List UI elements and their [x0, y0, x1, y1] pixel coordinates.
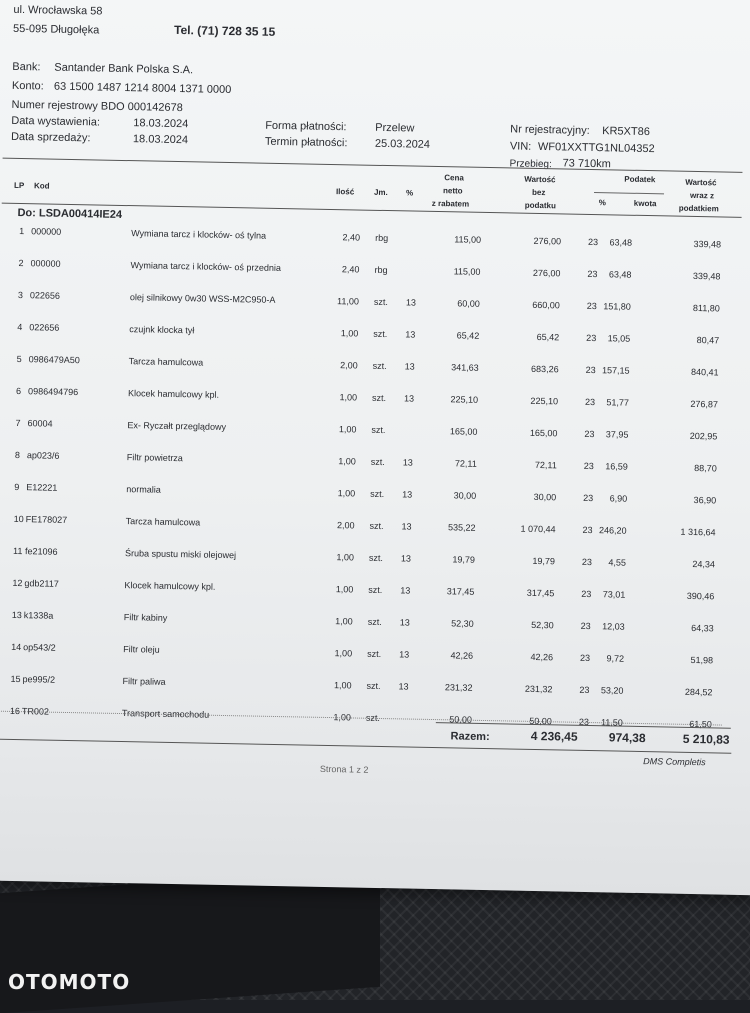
- cell-kwota: 15,05: [607, 333, 631, 344]
- cell-ilosc: 1,00: [338, 456, 356, 467]
- cell-kwota: 16,59: [605, 461, 628, 472]
- col-cena-1: Cena: [444, 173, 464, 183]
- cell-brutto: 339,48: [692, 270, 721, 282]
- cell-lp: 15: [10, 673, 21, 685]
- cell-kod: fe21096: [24, 546, 58, 557]
- cell-nazwa: czujnk klocka tył: [129, 324, 195, 336]
- cell-lp: 16: [9, 705, 21, 717]
- cell-kod: E12221: [26, 482, 58, 493]
- cell-ilosc: 11,00: [336, 296, 359, 307]
- cell-brutto: 840,41: [690, 366, 719, 378]
- cell-nazwa: Filtr kabiny: [123, 612, 168, 623]
- group-label: Do: LSDA00414IE24: [17, 206, 123, 221]
- cell-cena: 231,32: [444, 682, 473, 693]
- cell-netto: 1 070,44: [520, 523, 556, 535]
- cell-kod: k1338a: [23, 610, 54, 621]
- table-row: [0, 481, 750, 516]
- cell-rabat: 13: [405, 329, 416, 340]
- col-cena-3: z rabatem: [431, 198, 470, 209]
- cell-ilosc: 1,00: [335, 584, 354, 595]
- bdo-number: Numer rejestrowy BDO 000142678: [11, 98, 183, 115]
- col-netto-3: podatku: [524, 200, 556, 211]
- cell-vat: 23: [581, 588, 592, 600]
- cell-kod: pe995/2: [22, 674, 56, 685]
- cell-rabat: 13: [402, 489, 413, 500]
- cell-cena: 42,26: [450, 650, 474, 661]
- cell-jm: szt.: [371, 392, 387, 404]
- cell-rabat: 13: [404, 361, 415, 372]
- podatek-divider: [594, 192, 664, 194]
- cell-brutto: 811,80: [692, 302, 720, 314]
- col-brutto-2: wraz z: [689, 190, 715, 201]
- cell-brutto: 80,47: [696, 335, 720, 346]
- cell-brutto: 276,87: [690, 398, 719, 410]
- sale-date-label: Data sprzedaży:: [10, 130, 91, 145]
- cell-lp: 10: [13, 513, 24, 525]
- cell-lp: 3: [17, 289, 24, 301]
- bank-label: Bank:: [12, 60, 41, 74]
- cell-lp: 8: [14, 449, 21, 461]
- cell-nazwa: Wymiana tarcz i klocków- oś tylna: [131, 228, 267, 241]
- cell-jm: szt.: [370, 488, 385, 500]
- seller-phone: Tel. (71) 728 35 15: [173, 22, 276, 39]
- cell-netto: 52,30: [531, 619, 554, 631]
- totals-vat: 974,38: [608, 730, 646, 746]
- cell-cena: 341,63: [451, 362, 479, 373]
- table-row: [0, 449, 750, 484]
- cell-ilosc: 1,00: [335, 616, 353, 627]
- cell-kwota: 9,72: [606, 653, 625, 664]
- cell-kod: 022656: [29, 322, 60, 333]
- table-row: [0, 577, 748, 612]
- cell-jm: szt.: [367, 648, 382, 660]
- cell-rabat: 13: [400, 553, 412, 564]
- cell-lp: 11: [12, 545, 23, 557]
- cell-netto: 317,45: [526, 587, 555, 599]
- col-brutto-3: podatkiem: [678, 203, 719, 214]
- cell-netto: 50,00: [529, 715, 552, 727]
- issue-date-label: Data wystawienia:: [11, 114, 101, 129]
- col-jm: Jm.: [373, 187, 388, 198]
- col-podatek-kwota: kwota: [633, 198, 657, 209]
- cell-netto: 276,00: [533, 235, 562, 247]
- cell-nazwa: normalia: [126, 484, 161, 495]
- table-row: [0, 609, 748, 644]
- cell-brutto: 88,70: [694, 462, 717, 474]
- cell-ilosc: 1,00: [333, 712, 352, 723]
- cell-ilosc: 2,40: [342, 232, 361, 243]
- cell-brutto: 64,33: [691, 622, 714, 634]
- cell-jm: rbg: [375, 232, 389, 244]
- registration-label: Nr rejestracyjny:: [510, 123, 590, 137]
- cell-nazwa: olej silnikowy 0w30 WSS-M2C950-A: [129, 292, 276, 305]
- mileage: 73 710km: [562, 157, 612, 171]
- cell-vat: 23: [580, 652, 591, 664]
- cell-netto: 42,26: [530, 651, 554, 663]
- cell-nazwa: Śruba spustu miski olejowej: [124, 548, 237, 561]
- cell-ilosc: 1,00: [339, 392, 358, 403]
- cell-jm: szt.: [370, 456, 385, 468]
- cell-netto: 660,00: [532, 299, 560, 311]
- cell-cena: 535,22: [447, 522, 476, 533]
- cell-nazwa: Wymiana tarcz i klocków- oś przednia: [130, 260, 282, 274]
- table-row: [0, 225, 750, 260]
- cell-jm: szt.: [369, 520, 384, 532]
- cell-kwota: 151,80: [603, 301, 631, 312]
- table-row: [0, 257, 750, 292]
- cell-ilosc: 1,00: [334, 648, 353, 659]
- cell-lp: 4: [17, 321, 23, 333]
- issue-date: 18.03.2024: [133, 117, 189, 131]
- cell-nazwa: Ex- Ryczałt przeglądowy: [127, 420, 227, 432]
- cell-vat: 23: [584, 428, 595, 440]
- cell-vat: 23: [579, 684, 590, 696]
- bank-value: Santander Bank Polska S.A.: [54, 61, 194, 77]
- cell-vat: 23: [587, 268, 598, 280]
- cell-jm: rbg: [374, 264, 388, 276]
- cell-vat: 23: [578, 716, 589, 728]
- cell-kwota: 4,55: [608, 557, 627, 568]
- cell-nazwa: Filtr paliwa: [122, 676, 166, 687]
- cell-cena: 30,00: [453, 490, 477, 501]
- cell-kod: 0986479A50: [28, 354, 80, 366]
- cell-kwota: 63,48: [608, 269, 632, 280]
- cell-kwota: 12,03: [602, 621, 625, 632]
- cell-kwota: 51,77: [606, 397, 630, 408]
- cell-netto: 30,00: [533, 491, 557, 503]
- cell-kod: gdb2117: [24, 578, 59, 589]
- cell-kwota: 73,01: [602, 589, 626, 600]
- payment-due-label: Termin płatności:: [264, 135, 348, 150]
- cell-netto: 65,42: [536, 331, 560, 343]
- col-kod: Kod: [33, 181, 50, 191]
- cell-cena: 115,00: [454, 234, 482, 245]
- cell-lp: 6: [16, 385, 22, 397]
- cell-jm: szt.: [371, 424, 386, 436]
- cell-kod: 000000: [31, 226, 62, 237]
- col-ilosc: Ilość: [335, 187, 355, 197]
- seller-address-line2: 55-095 Długołęka: [12, 22, 100, 37]
- cell-vat: 23: [584, 396, 596, 408]
- cell-ilosc: 1,00: [337, 488, 356, 499]
- vin: WF01XXTTG1NL04352: [537, 140, 655, 156]
- totals-label: Razem:: [450, 730, 490, 744]
- cell-jm: szt.: [368, 584, 383, 596]
- cell-kod: FE178027: [25, 514, 68, 525]
- payment-due: 25.03.2024: [374, 137, 431, 151]
- cell-nazwa: Tarcza hamulcowa: [125, 516, 201, 528]
- cell-vat: 23: [586, 300, 597, 312]
- cell-jm: szt.: [373, 328, 388, 340]
- cell-netto: 225,10: [530, 395, 559, 407]
- col-podatek: Podatek: [624, 174, 656, 185]
- table-row: [0, 385, 750, 420]
- cell-lp: 1: [19, 225, 25, 237]
- cell-kwota: 53,20: [600, 685, 624, 696]
- cell-netto: 72,11: [534, 459, 557, 471]
- col-brutto-1: Wartość: [685, 177, 717, 188]
- cell-ilosc: 1,00: [333, 680, 352, 691]
- table-row: [0, 321, 750, 356]
- cell-kod: 0986494796: [28, 386, 79, 398]
- cell-nazwa: Filtr powietrza: [126, 452, 183, 464]
- cell-cena: 65,42: [456, 330, 480, 341]
- cell-rabat: 13: [405, 297, 417, 308]
- cell-jm: szt.: [365, 712, 381, 724]
- table-row: [0, 417, 750, 452]
- col-netto-2: bez: [531, 187, 546, 198]
- cell-kwota: 63,48: [609, 237, 633, 248]
- table-row: [0, 289, 750, 324]
- totals-netto: 4 236,45: [530, 728, 578, 744]
- cell-cena: 60,00: [457, 298, 480, 309]
- cell-cena: 317,45: [446, 586, 475, 597]
- cell-brutto: 284,52: [684, 686, 713, 698]
- cell-nazwa: Filtr oleju: [123, 644, 160, 655]
- cell-rabat: 13: [401, 521, 412, 532]
- mileage-label: Przebieg:: [509, 158, 552, 171]
- cell-nazwa: Klocek hamulcowy kpl.: [128, 388, 220, 400]
- seller-address-line1: ul. Wrocławska 58: [13, 3, 103, 18]
- cell-ilosc: 1,00: [336, 552, 355, 563]
- table-row: [0, 641, 747, 676]
- cell-lp: 12: [12, 577, 23, 589]
- cell-jm: szt.: [366, 680, 381, 692]
- cell-cena: 19,79: [452, 554, 476, 565]
- cell-kod: 000000: [30, 258, 61, 269]
- cell-rabat: 13: [399, 617, 410, 628]
- totals-brutto: 5 210,83: [682, 731, 730, 747]
- cell-lp: 2: [18, 257, 24, 269]
- cell-netto: 231,32: [524, 683, 553, 695]
- cell-rabat: 13: [400, 585, 411, 596]
- col-podatek-pct: %: [598, 198, 607, 208]
- cell-kwota: 37,95: [605, 429, 629, 440]
- cell-brutto: 1 316,64: [680, 526, 716, 538]
- cell-jm: szt.: [372, 360, 387, 372]
- cell-lp: 5: [16, 353, 22, 365]
- cell-vat: 23: [583, 460, 594, 472]
- cell-lp: 14: [11, 641, 22, 653]
- cell-rabat: 13: [398, 681, 409, 692]
- sale-date: 18.03.2024: [132, 133, 189, 147]
- cell-cena: 225,10: [450, 394, 479, 405]
- cell-netto: 683,26: [531, 363, 559, 375]
- cell-kwota: 11,50: [600, 717, 623, 728]
- cell-vat: 23: [580, 620, 591, 632]
- cell-vat: 23: [581, 556, 593, 568]
- cell-rabat: 13: [402, 457, 413, 468]
- col-cena-2: netto: [442, 186, 463, 196]
- table-row: [0, 673, 747, 708]
- cell-brutto: 202,95: [689, 430, 718, 442]
- cell-lp: 9: [14, 481, 20, 493]
- page-number: Strona 1 z 2: [319, 763, 369, 775]
- cell-jm: szt.: [368, 552, 384, 564]
- cell-kwota: 157,15: [601, 365, 630, 376]
- account-value: 63 1500 1487 1214 8004 1371 0000: [53, 80, 232, 97]
- col-lp: LP: [13, 180, 25, 191]
- cell-kod: ap023/6: [26, 450, 60, 461]
- cell-cena: 72,11: [454, 458, 477, 469]
- cell-cena: 50,00: [449, 714, 472, 725]
- cell-vat: 23: [582, 524, 593, 536]
- cell-brutto: 390,46: [686, 590, 715, 602]
- cell-brutto: 339,48: [693, 238, 722, 250]
- vin-label: VIN:: [509, 140, 532, 153]
- otomoto-watermark: OTOMOTO: [8, 970, 131, 994]
- cell-ilosc: 2,40: [341, 264, 360, 275]
- software-label: DMS Completis: [643, 756, 706, 768]
- cell-ilosc: 1,00: [338, 424, 357, 435]
- cell-kwota: 246,20: [598, 525, 627, 536]
- table-row: [0, 513, 750, 548]
- col-netto-1: Wartość: [524, 174, 556, 185]
- cell-vat: 23: [585, 364, 596, 376]
- cell-cena: 165,00: [449, 426, 478, 437]
- payment-form: Przelew: [375, 121, 415, 135]
- cell-nazwa: Transport samochodu: [121, 708, 210, 720]
- cell-ilosc: 1,00: [340, 328, 359, 339]
- cell-cena: 52,30: [451, 618, 474, 629]
- cell-netto: 165,00: [529, 427, 558, 439]
- cell-ilosc: 2,00: [336, 520, 355, 531]
- cell-nazwa: Tarcza hamulcowa: [128, 356, 204, 368]
- registration: KR5XT86: [602, 125, 651, 139]
- cell-vat: 23: [587, 236, 599, 248]
- cell-kod: 022656: [29, 290, 61, 301]
- cell-lp: 13: [11, 609, 22, 621]
- cell-ilosc: 2,00: [340, 360, 358, 371]
- cell-lp: 7: [15, 417, 21, 429]
- cell-brutto: 24,34: [692, 558, 716, 570]
- cell-jm: szt.: [367, 616, 382, 628]
- cell-rabat: 13: [399, 649, 410, 660]
- cell-jm: szt.: [373, 296, 389, 308]
- cell-vat: 23: [583, 492, 594, 504]
- cell-kwota: 6,90: [609, 493, 628, 504]
- cell-brutto: 36,90: [693, 494, 717, 506]
- cell-netto: 276,00: [532, 267, 561, 279]
- account-label: Konto:: [11, 79, 44, 93]
- col-pct: %: [405, 188, 414, 198]
- cell-kod: 60004: [27, 418, 53, 429]
- payment-form-label: Forma płatności:: [265, 119, 347, 134]
- table-row: [0, 545, 749, 580]
- cell-brutto: 51,98: [690, 654, 714, 666]
- cell-brutto: 61,50: [689, 718, 712, 730]
- cell-kod: TR002: [21, 706, 50, 717]
- cell-vat: 23: [586, 332, 597, 344]
- cell-netto: 19,79: [532, 555, 556, 567]
- cell-rabat: 13: [403, 393, 415, 404]
- table-row: [0, 353, 750, 388]
- cell-nazwa: Klocek hamulcowy kpl.: [124, 580, 216, 592]
- cell-kod: op543/2: [23, 642, 56, 653]
- cell-cena: 115,00: [453, 266, 481, 277]
